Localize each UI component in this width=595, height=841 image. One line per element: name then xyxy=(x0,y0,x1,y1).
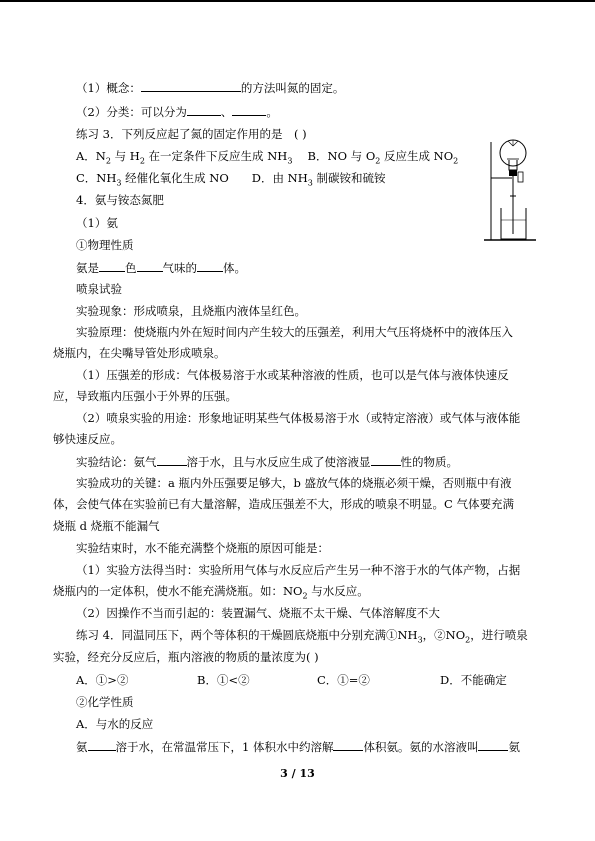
fountain-apparatus-diagram xyxy=(478,136,550,248)
option-b: B．①<② xyxy=(197,673,250,687)
option-d: D．不能确定 xyxy=(440,673,507,687)
page-number: 3 / 13 xyxy=(280,767,315,780)
option-a: A．①>② xyxy=(76,673,129,687)
option-c: C．①=② xyxy=(317,673,370,687)
top-border xyxy=(0,0,595,2)
